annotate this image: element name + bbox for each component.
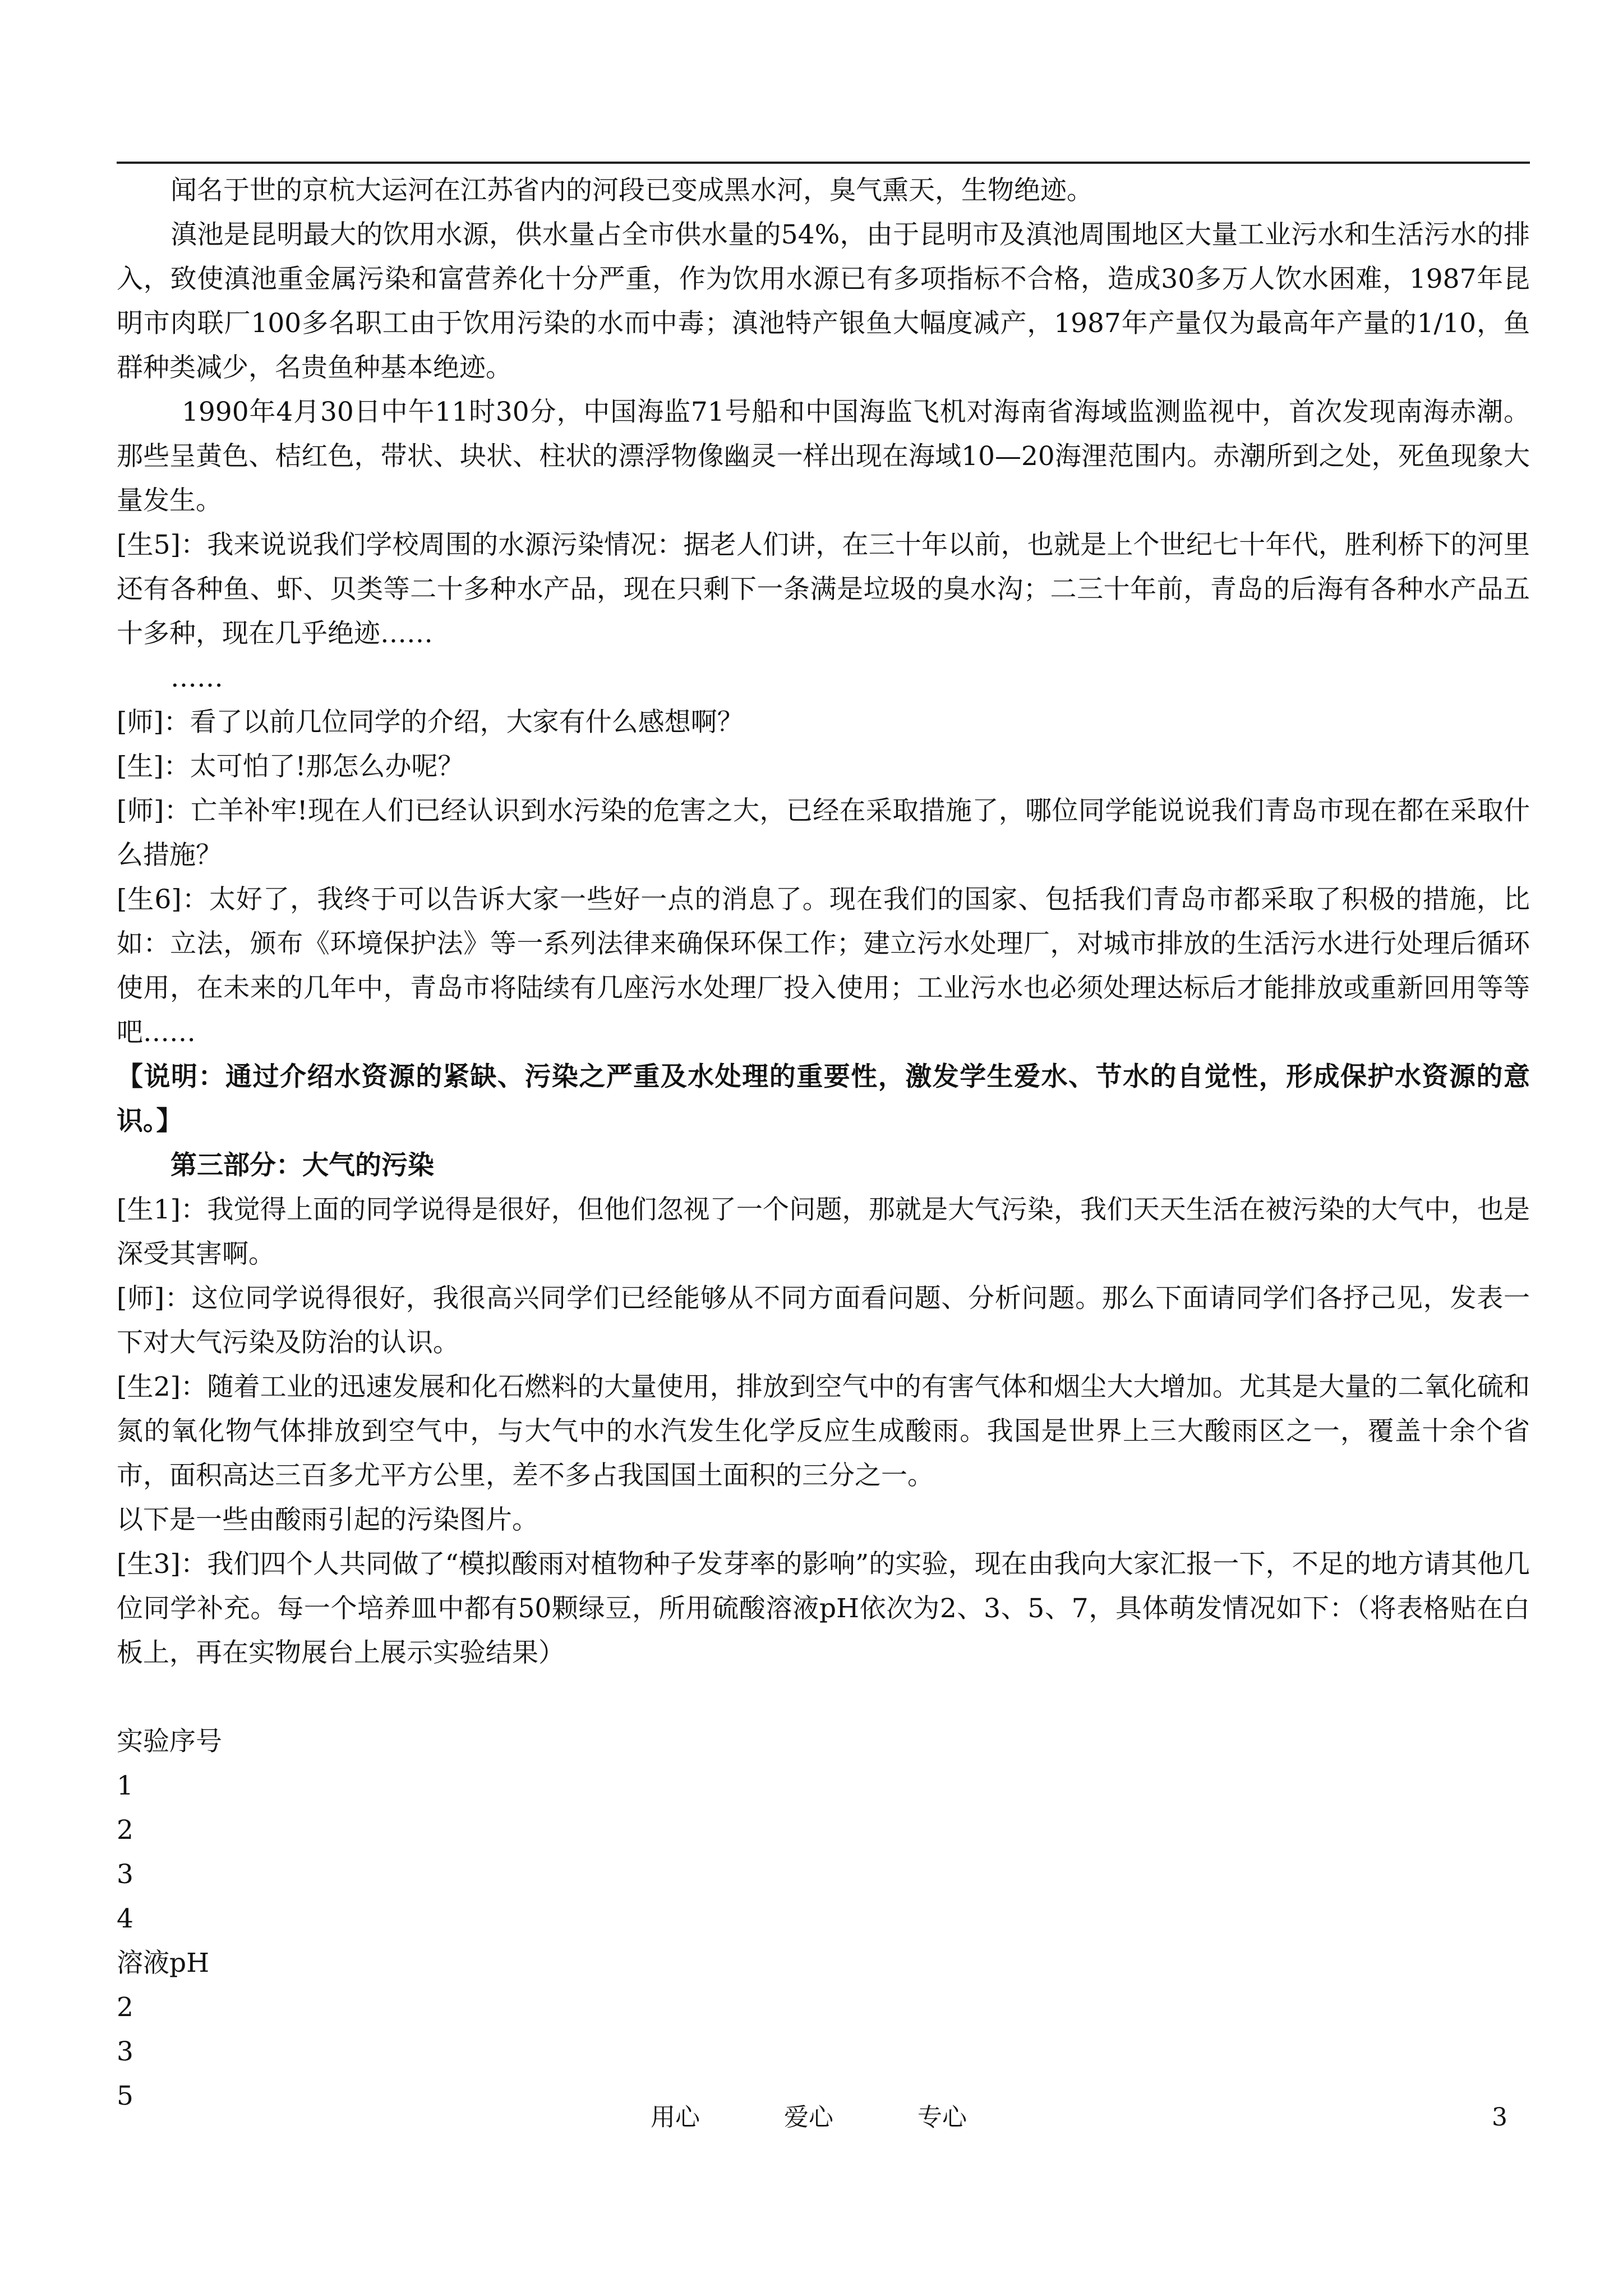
footer-item: 爱心 [784, 2103, 833, 2132]
paragraph-student: [生]：太可怕了!那怎么办呢？ [117, 751, 464, 782]
body-content [117, 168, 1530, 2118]
table-line: 2 [117, 1815, 133, 1846]
paragraph-dianchi: 滇池是昆明最大的饮用水源，供水量占全市供水量的54%，由于昆明市及滇池周围地区大量工业污水和生活污水的排入，致使滇池重金属污染和富营养化十分严重，作为饮用水源已有多项指标不合格，造成30多万人饮水困难，1987年昆明市肉联厂100多名职工由于饮用污染的水而中毒；滇池特产银鱼大幅度减产，1987年产量仅为最高年产量的1/10，鱼群种类减少，名贵鱼种基本绝迹。 [117, 219, 1530, 383]
header-rule [117, 162, 1530, 164]
page-number: 3 [1492, 2103, 1507, 2132]
paragraph-teacher-3: [师]：这位同学说得很好，我很高兴同学们已经能够从不同方面看问题、分析问题。那么下面请同学们各抒己见，发表一下对大气污染及防治的认识。 [117, 1283, 1530, 1358]
paragraph-red-tide: 1990年4月30日中午11时30分，中国海监71号船和中国海监飞机对海南省海域监测监视中，首次发现南海赤潮。那些呈黄色、桔红色，带状、块状、柱状的漂浮物像幽灵一样出现在海域10—20海浬范围内。赤潮所到之处，死鱼现象大量发生。 [117, 397, 1530, 516]
paragraph-student-6: [生6]：太好了，我终于可以告诉大家一些好一点的消息了。现在我们的国家、包括我们青岛市都采取了积极的措施，比如：立法，颁布《环境保护法》等一系列法律来确保环保工作；建立污水处理厂，对城市排放的生活污水进行处理后循环使用，在未来的几年中，青岛市将陆续有几座污水处理厂投入使用；工业污水也必须处理达标后才能排放或重新回用等等吧…… [117, 884, 1530, 1048]
paragraph-teacher-2: [师]：亡羊补牢!现在人们已经认识到水污染的危害之大，已经在采取措施了，哪位同学能说说我们青岛市现在都在采取什么措施？ [117, 795, 1530, 871]
paragraph-ellipsis: …… [170, 662, 223, 693]
paragraph-note: 【说明：通过介绍水资源的紧缺、污染之严重及水处理的重要性，激发学生爱水、节水的自觉性，形成保护水资源的意识。】 [117, 1061, 1530, 1137]
section-heading-air-pollution: 第三部分：大气的污染 [170, 1150, 434, 1181]
table-line: 1 [117, 1770, 133, 1801]
footer-motto [651, 2101, 967, 2134]
table-line: 4 [117, 1903, 133, 1934]
table-line: 3 [117, 1859, 133, 1890]
paragraph-grand-canal: 闻名于世的京杭大运河在江苏省内的河段已变成黑水河，臭气熏天，生物绝迹。 [170, 175, 1093, 206]
table-line: 2 [117, 1992, 133, 2023]
paragraph-teacher-1: [师]：看了以前几位同学的介绍，大家有什么感想啊？ [117, 707, 744, 738]
paragraph-pictures: 以下是一些由酸雨引起的污染图片。 [117, 1504, 538, 1535]
paragraph-student-1: [生1]：我觉得上面的同学说得是很好，但他们忽视了一个问题，那就是大气污染，我们天天生活在被污染的大气中，也是深受其害啊。 [117, 1194, 1530, 1269]
paragraph-student-5: [生5]：我来说说我们学校周围的水源污染情况：据老人们讲，在三十年以前，也就是上个世纪七十年代，胜利桥下的河里还有各种鱼、虾、贝类等二十多种水产品，现在只剩下一条满是垃圾的臭水沟；二三十年前，青岛的后海有各种水产品五十多种，现在几乎绝迹…… [117, 530, 1530, 649]
table-line: 实验序号 [117, 1726, 222, 1757]
paragraph-student-2: [生2]：随着工业的迅速发展和化石燃料的大量使用，排放到空气中的有害气体和烟尘大大增加。尤其是大量的二氧化硫和氮的氧化物气体排放到空气中，与大气中的水汽发生化学反应生成酸雨。我国是世界上三大酸雨区之一，覆盖十余个省市，面积高达三百多尤平方公里，差不多占我国国土面积的三分之一。 [117, 1372, 1530, 1491]
experiment-table-text [117, 1719, 1530, 2118]
footer-item: 用心 [651, 2103, 700, 2132]
table-line: 溶液pH [117, 1948, 210, 1978]
table-line: 3 [117, 2036, 133, 2067]
paragraph-student-3: [生3]：我们四个人共同做了“模拟酸雨对植物种子发芽率的影响”的实验，现在由我向大家汇报一下，不足的地方请其他几位同学补充。每一个培养皿中都有50颗绿豆，所用硫酸溶液pH依次为2、3、5、7，具体萌发情况如下：（将表格贴在白板上，再在实物展台上展示实验结果） [117, 1549, 1530, 1668]
table-line: 5 [117, 2081, 133, 2111]
footer-item: 专心 [917, 2103, 967, 2132]
